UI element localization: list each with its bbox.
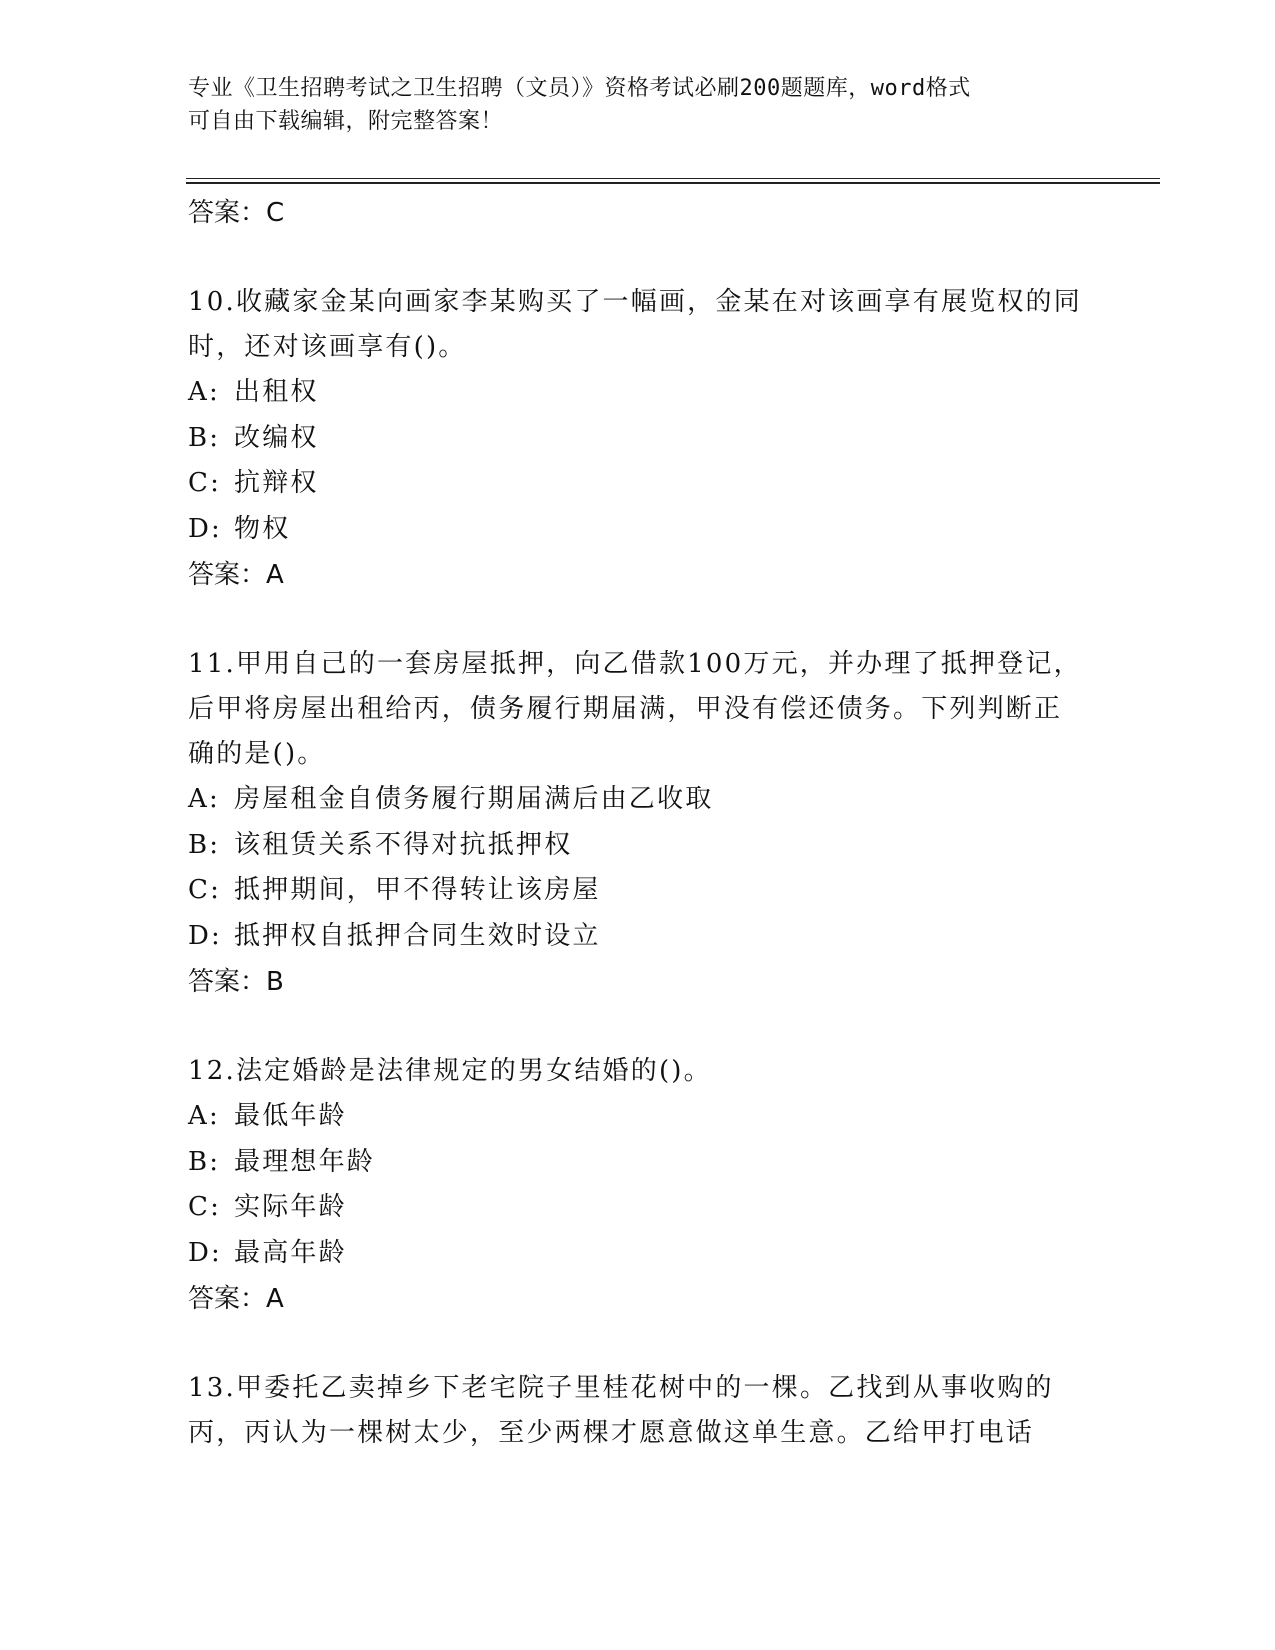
header-line-2: 可自由下载编辑，附完整答案！ xyxy=(188,109,504,134)
option-text: 最低年龄 xyxy=(234,1101,347,1131)
option-key: A: xyxy=(188,1101,220,1131)
option-key: A: xyxy=(188,377,220,407)
option-c xyxy=(188,461,1148,507)
question-13 xyxy=(188,1366,1148,1456)
option-text: 物权 xyxy=(234,513,291,544)
option-text: 最理想年龄 xyxy=(234,1146,376,1177)
document-body xyxy=(188,190,1148,1456)
option-key: A: xyxy=(188,784,220,814)
option-a xyxy=(188,1094,1148,1140)
option-d xyxy=(188,914,1148,960)
option-b xyxy=(188,823,1148,869)
option-text: 抗辩权 xyxy=(234,468,319,498)
question-stem: 11.甲用自己的一套房屋抵押，向乙借款100万元，并办理了抵押登记，后甲将房屋出租给丙，债务履行期届满，甲没有偿还债务。下列判断正确的是()。 xyxy=(188,649,1082,769)
option-d xyxy=(188,1231,1148,1277)
option-key: D: xyxy=(188,1237,223,1268)
option-key: B: xyxy=(188,829,221,860)
question-stem: 12.法定婚龄是法律规定的男女结婚的()。 xyxy=(188,1056,712,1086)
option-b xyxy=(188,1140,1148,1186)
option-text: 该租赁关系不得对抗抵押权 xyxy=(234,829,573,860)
question-answer: 答案：B xyxy=(188,967,284,997)
option-text: 最高年龄 xyxy=(234,1237,347,1268)
option-text: 抵押期间，甲不得转让该房屋 xyxy=(234,875,601,905)
question-answer: 答案：A xyxy=(188,1284,284,1314)
option-a xyxy=(188,370,1148,416)
option-text: 出租权 xyxy=(234,377,319,407)
option-key: C: xyxy=(188,1192,222,1222)
option-b xyxy=(188,416,1148,462)
option-key: B: xyxy=(188,422,221,453)
document-header xyxy=(188,72,1088,138)
option-text: 房屋租金自债务履行期届满后由乙收取 xyxy=(234,784,714,814)
question-10 xyxy=(188,280,1148,598)
option-text: 改编权 xyxy=(234,422,319,453)
previous-answer: 答案：C xyxy=(188,198,285,228)
question-answer: 答案：A xyxy=(188,560,284,590)
question-stem: 13.甲委托乙卖掉乡下老宅院子里桂花树中的一棵。乙找到从事收购的丙，丙认为一棵树太少，至少两棵才愿意做这单生意。乙给甲打电话 xyxy=(188,1373,1054,1448)
option-key: C: xyxy=(188,875,222,905)
question-12 xyxy=(188,1049,1148,1322)
header-line-1: 专业《卫生招聘考试之卫生招聘（文员）》资格考试必刷200题题库，word格式 xyxy=(188,76,971,101)
option-c xyxy=(188,868,1148,914)
option-c xyxy=(188,1185,1148,1231)
question-11 xyxy=(188,642,1148,1005)
option-key: C: xyxy=(188,468,222,498)
option-d xyxy=(188,507,1148,553)
option-key: D: xyxy=(188,920,223,951)
option-text: 实际年龄 xyxy=(234,1192,347,1222)
header-divider-thick xyxy=(186,182,1160,184)
option-key: D: xyxy=(188,513,223,544)
option-key: B: xyxy=(188,1146,221,1177)
option-text: 抵押权自抵押合同生效时设立 xyxy=(234,920,601,951)
header-divider-thin xyxy=(186,178,1160,179)
option-a xyxy=(188,777,1148,823)
question-stem: 10.收藏家金某向画家李某购买了一幅画，金某在对该画享有展览权的同时，还对该画享有()。 xyxy=(188,287,1082,362)
